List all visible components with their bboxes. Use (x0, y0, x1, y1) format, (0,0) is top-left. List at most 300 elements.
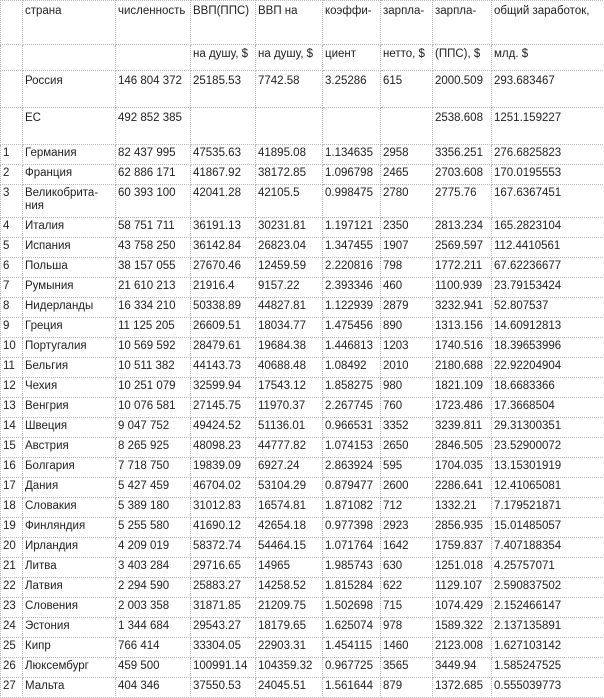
coefficient-cell[interactable]: 1.815284 (323, 578, 381, 598)
table-row (1, 578, 604, 598)
country-cell[interactable]: Латвия (23, 578, 116, 598)
gdp-ppp-cell[interactable]: 41690.12 (191, 518, 256, 538)
coefficient-cell[interactable]: 2.393346 (323, 278, 381, 298)
coefficient-cell[interactable]: 1.197121 (323, 218, 381, 238)
row-number[interactable]: 18 (1, 498, 23, 518)
table-row (1, 618, 604, 638)
ppp-salary-cell[interactable]: 1821.109 (433, 378, 492, 398)
gdp-ppp-cell[interactable]: 29543.27 (191, 618, 256, 638)
country-cell[interactable]: Польша (23, 258, 116, 278)
population-cell[interactable]: 766 414 (116, 638, 191, 658)
gdp-ppp-cell[interactable]: 31012.83 (191, 498, 256, 518)
gdp-cell[interactable]: 104359.32 (256, 658, 323, 678)
gdp-ppp-cell[interactable]: 27145.75 (191, 398, 256, 418)
ppp-salary-cell[interactable]: 1740.516 (433, 338, 492, 358)
population-cell[interactable]: 5 427 459 (116, 478, 191, 498)
coefficient-cell[interactable]: 0.879477 (323, 478, 381, 498)
ppp-salary-cell[interactable]: 1313.156 (433, 318, 492, 338)
country-cell[interactable]: Эстония (23, 618, 116, 638)
population-cell[interactable]: 9 047 752 (116, 418, 191, 438)
gdp-ppp-cell[interactable]: 48098.23 (191, 438, 256, 458)
row-number[interactable] (1, 108, 23, 145)
coefficient-cell[interactable]: 1.122939 (323, 298, 381, 318)
population-cell[interactable]: 3 403 284 (116, 558, 191, 578)
population-cell[interactable]: 16 334 210 (116, 298, 191, 318)
ppp-salary-cell[interactable]: 1759.837 (433, 538, 492, 558)
net-salary-cell[interactable]: 595 (381, 458, 433, 478)
gdp-cell[interactable]: 22903.31 (256, 638, 323, 658)
table-row (1, 238, 604, 258)
row-number[interactable]: 2 (1, 165, 23, 185)
country-cell[interactable]: Португалия (23, 338, 116, 358)
coefficient-cell[interactable] (323, 108, 381, 145)
net-salary-cell[interactable]: 1907 (381, 238, 433, 258)
gdp-cell[interactable]: 6927.24 (256, 458, 323, 478)
table-row (1, 678, 604, 698)
table-row (1, 498, 604, 518)
row-number[interactable]: 20 (1, 538, 23, 558)
total-earnings-cell[interactable]: 4.25757071 (492, 558, 604, 578)
gdp-cell[interactable]: 54464.15 (256, 538, 323, 558)
country-cell[interactable]: Дания (23, 478, 116, 498)
total-earnings-cell[interactable]: 7.179521871 (492, 498, 604, 518)
table-row (1, 518, 604, 538)
country-cell[interactable]: Швеция (23, 418, 116, 438)
net-salary-cell[interactable]: 978 (381, 618, 433, 638)
gdp-cell[interactable]: 21209.75 (256, 598, 323, 618)
row-number[interactable]: 13 (1, 398, 23, 418)
total-earnings-cell[interactable]: 14.60912813 (492, 318, 604, 338)
total-earnings-cell[interactable]: 18.6683366 (492, 378, 604, 398)
header-cell[interactable]: ВВП на (256, 1, 323, 45)
total-earnings-cell[interactable]: 0.555039773 (492, 678, 604, 698)
row-number[interactable]: 27 (1, 678, 23, 698)
ppp-salary-cell[interactable]: 2569.597 (433, 238, 492, 258)
header-cell[interactable]: зарпла- (433, 1, 492, 45)
net-salary-cell[interactable]: 615 (381, 71, 433, 108)
net-salary-cell[interactable]: 2650 (381, 438, 433, 458)
header-cell[interactable]: нетто, $ (381, 45, 433, 71)
coefficient-cell[interactable]: 0.998475 (323, 185, 381, 218)
total-earnings-cell[interactable]: 2.152466147 (492, 598, 604, 618)
country-cell[interactable]: Румыния (23, 278, 116, 298)
table-row (1, 298, 604, 318)
total-earnings-cell[interactable]: 2.590837502 (492, 578, 604, 598)
row-number[interactable]: 21 (1, 558, 23, 578)
table-row (1, 538, 604, 558)
gdp-ppp-cell[interactable]: 36191.13 (191, 218, 256, 238)
population-cell[interactable]: 404 346 (116, 678, 191, 698)
ppp-salary-cell[interactable]: 2856.935 (433, 518, 492, 538)
country-cell[interactable]: Кипр (23, 638, 116, 658)
total-earnings-cell[interactable]: 7.407188354 (492, 538, 604, 558)
gdp-cell[interactable]: 44827.81 (256, 298, 323, 318)
header-cell[interactable]: млд. $ (492, 45, 604, 71)
net-salary-cell[interactable]: 2879 (381, 298, 433, 318)
gdp-ppp-cell[interactable]: 47535.63 (191, 145, 256, 165)
coefficient-cell[interactable]: 1.071764 (323, 538, 381, 558)
coefficient-cell[interactable]: 0.966531 (323, 418, 381, 438)
country-cell[interactable]: Великобрита-ния (23, 185, 116, 218)
header-cell[interactable]: (ППС), $ (433, 45, 492, 71)
total-earnings-cell[interactable]: 1.627103142 (492, 638, 604, 658)
total-earnings-cell[interactable]: 167.6367451 (492, 185, 604, 218)
net-salary-cell[interactable]: 2780 (381, 185, 433, 218)
coefficient-cell[interactable]: 1.985743 (323, 558, 381, 578)
total-earnings-cell[interactable]: 2.137135891 (492, 618, 604, 638)
total-earnings-cell[interactable]: 12.41065081 (492, 478, 604, 498)
population-cell[interactable]: 82 437 995 (116, 145, 191, 165)
row-number[interactable]: 6 (1, 258, 23, 278)
row-number[interactable]: 17 (1, 478, 23, 498)
population-cell[interactable]: 11 125 205 (116, 318, 191, 338)
coefficient-cell[interactable]: 3.25286 (323, 71, 381, 108)
country-cell[interactable]: Чехия (23, 378, 116, 398)
coefficient-cell[interactable]: 0.977398 (323, 518, 381, 538)
ppp-salary-cell[interactable]: 1704.035 (433, 458, 492, 478)
net-salary-cell[interactable]: 879 (381, 678, 433, 698)
ppp-salary-cell[interactable]: 2846.505 (433, 438, 492, 458)
population-cell[interactable]: 2 294 590 (116, 578, 191, 598)
coefficient-cell[interactable]: 2.220816 (323, 258, 381, 278)
country-cell[interactable]: Словения (23, 598, 116, 618)
ppp-salary-cell[interactable]: 2538.608 (433, 108, 492, 145)
total-earnings-cell[interactable]: 22.92204904 (492, 358, 604, 378)
population-cell[interactable]: 10 511 382 (116, 358, 191, 378)
gdp-ppp-cell[interactable]: 31871.85 (191, 598, 256, 618)
net-salary-cell[interactable]: 3565 (381, 658, 433, 678)
gdp-cell[interactable]: 16574.81 (256, 498, 323, 518)
ppp-salary-cell[interactable]: 2180.688 (433, 358, 492, 378)
row-number[interactable] (1, 71, 23, 108)
row-number[interactable]: 8 (1, 298, 23, 318)
header-cell[interactable] (23, 45, 116, 71)
gdp-cell[interactable]: 17543.12 (256, 378, 323, 398)
row-number[interactable]: 25 (1, 638, 23, 658)
total-earnings-cell[interactable]: 276.6825823 (492, 145, 604, 165)
gdp-cell[interactable]: 18034.77 (256, 318, 323, 338)
row-number[interactable]: 14 (1, 418, 23, 438)
ppp-salary-cell[interactable]: 2123.008 (433, 638, 492, 658)
population-cell[interactable]: 43 758 250 (116, 238, 191, 258)
country-cell[interactable]: Люксембург (23, 658, 116, 678)
net-salary-cell[interactable]: 2350 (381, 218, 433, 238)
coefficient-cell[interactable]: 1.625074 (323, 618, 381, 638)
country-cell[interactable]: Италия (23, 218, 116, 238)
gdp-ppp-cell[interactable]: 26609.51 (191, 318, 256, 338)
ppp-salary-cell[interactable]: 1100.939 (433, 278, 492, 298)
gdp-cell[interactable]: 18179.65 (256, 618, 323, 638)
ppp-salary-cell[interactable]: 3356.251 (433, 145, 492, 165)
gdp-ppp-cell[interactable]: 42041.28 (191, 185, 256, 218)
country-cell[interactable]: Болгария (23, 458, 116, 478)
gdp-ppp-cell[interactable]: 49424.52 (191, 418, 256, 438)
ppp-salary-cell[interactable]: 1589.322 (433, 618, 492, 638)
country-cell[interactable]: Мальта (23, 678, 116, 698)
header-cell[interactable]: на душу, $ (191, 45, 256, 71)
gdp-ppp-cell[interactable]: 100991.14 (191, 658, 256, 678)
ppp-salary-cell[interactable]: 1129.107 (433, 578, 492, 598)
total-earnings-cell[interactable]: 112.4410561 (492, 238, 604, 258)
country-cell[interactable]: Россия (23, 71, 116, 108)
table-row (1, 218, 604, 238)
net-salary-cell[interactable]: 2958 (381, 145, 433, 165)
header-cell[interactable] (1, 45, 23, 71)
gdp-ppp-cell[interactable]: 36142.84 (191, 238, 256, 258)
gdp-cell[interactable]: 30231.81 (256, 218, 323, 238)
gdp-cell[interactable]: 42654.18 (256, 518, 323, 538)
net-salary-cell[interactable]: 980 (381, 378, 433, 398)
summary-row (1, 71, 604, 108)
total-earnings-cell[interactable]: 15.01485057 (492, 518, 604, 538)
net-salary-cell[interactable]: 3352 (381, 418, 433, 438)
country-cell[interactable]: Испания (23, 238, 116, 258)
population-cell[interactable]: 1 344 684 (116, 618, 191, 638)
row-number[interactable]: 26 (1, 658, 23, 678)
ppp-salary-cell[interactable]: 2775.76 (433, 185, 492, 218)
total-earnings-cell[interactable]: 170.0195553 (492, 165, 604, 185)
gdp-cell[interactable]: 42105.5 (256, 185, 323, 218)
gdp-ppp-cell[interactable]: 32599.94 (191, 378, 256, 398)
coefficient-cell[interactable]: 1.347455 (323, 238, 381, 258)
header-cell[interactable] (1, 1, 23, 45)
coefficient-cell[interactable]: 2.267745 (323, 398, 381, 418)
row-number[interactable]: 23 (1, 598, 23, 618)
population-cell[interactable]: 62 886 171 (116, 165, 191, 185)
country-cell[interactable]: Литва (23, 558, 116, 578)
coefficient-cell[interactable]: 1.446813 (323, 338, 381, 358)
population-cell[interactable]: 8 265 925 (116, 438, 191, 458)
row-number[interactable]: 11 (1, 358, 23, 378)
header-cell[interactable]: численность (116, 1, 191, 45)
net-salary-cell[interactable]: 760 (381, 398, 433, 418)
country-cell[interactable]: Ирландия (23, 538, 116, 558)
row-number[interactable]: 9 (1, 318, 23, 338)
gdp-cell[interactable]: 11970.37 (256, 398, 323, 418)
total-earnings-cell[interactable]: 67.62236677 (492, 258, 604, 278)
header-cell[interactable] (116, 45, 191, 71)
net-salary-cell[interactable]: 2010 (381, 358, 433, 378)
country-cell[interactable]: Германия (23, 145, 116, 165)
header-cell[interactable]: циент (323, 45, 381, 71)
header-cell[interactable]: страна (23, 1, 116, 45)
country-cell[interactable]: Нидерланды (23, 298, 116, 318)
population-cell[interactable]: 60 393 100 (116, 185, 191, 218)
gdp-ppp-cell[interactable]: 25185.53 (191, 71, 256, 108)
population-cell[interactable]: 10 569 592 (116, 338, 191, 358)
gdp-ppp-cell[interactable]: 28479.61 (191, 338, 256, 358)
ppp-salary-cell[interactable]: 2813.234 (433, 218, 492, 238)
total-earnings-cell[interactable]: 23.52900072 (492, 438, 604, 458)
ppp-salary-cell[interactable]: 1332.21 (433, 498, 492, 518)
gdp-cell[interactable]: 24045.51 (256, 678, 323, 698)
country-cell[interactable]: Словакия (23, 498, 116, 518)
row-number[interactable]: 12 (1, 378, 23, 398)
table-row (1, 478, 604, 498)
gdp-cell[interactable]: 44777.82 (256, 438, 323, 458)
coefficient-cell[interactable]: 1.134635 (323, 145, 381, 165)
row-number[interactable]: 19 (1, 518, 23, 538)
gdp-ppp-cell[interactable]: 50338.89 (191, 298, 256, 318)
table-row (1, 638, 604, 658)
gdp-cell[interactable]: 7742.58 (256, 71, 323, 108)
population-cell[interactable]: 58 751 711 (116, 218, 191, 238)
table-row (1, 378, 604, 398)
table-row (1, 598, 604, 618)
gdp-cell[interactable]: 9157.22 (256, 278, 323, 298)
ppp-salary-cell[interactable]: 1372.685 (433, 678, 492, 698)
population-cell[interactable]: 5 389 180 (116, 498, 191, 518)
row-number[interactable]: 16 (1, 458, 23, 478)
row-number[interactable]: 1 (1, 145, 23, 165)
coefficient-cell[interactable]: 1.871082 (323, 498, 381, 518)
coefficient-cell[interactable]: 1.858275 (323, 378, 381, 398)
table-row (1, 278, 604, 298)
row-number[interactable]: 22 (1, 578, 23, 598)
coefficient-cell[interactable]: 1.08492 (323, 358, 381, 378)
gdp-ppp-cell[interactable]: 46704.02 (191, 478, 256, 498)
coefficient-cell[interactable]: 1.561644 (323, 678, 381, 698)
row-number[interactable]: 10 (1, 338, 23, 358)
gdp-ppp-cell[interactable]: 33304.05 (191, 638, 256, 658)
ppp-salary-cell[interactable]: 1251.018 (433, 558, 492, 578)
ppp-salary-cell[interactable]: 3232.941 (433, 298, 492, 318)
country-cell[interactable]: Бельгия (23, 358, 116, 378)
ppp-salary-cell[interactable]: 2286.641 (433, 478, 492, 498)
gdp-cell[interactable] (256, 108, 323, 145)
table-row (1, 438, 604, 458)
ppp-salary-cell[interactable]: 1723.486 (433, 398, 492, 418)
total-earnings-cell[interactable]: 17.3668504 (492, 398, 604, 418)
net-salary-cell[interactable]: 1203 (381, 338, 433, 358)
coefficient-cell[interactable]: 1.074153 (323, 438, 381, 458)
gdp-ppp-cell[interactable]: 25883.27 (191, 578, 256, 598)
population-cell[interactable]: 21 610 213 (116, 278, 191, 298)
gdp-ppp-cell[interactable] (191, 108, 256, 145)
population-cell[interactable]: 38 157 055 (116, 258, 191, 278)
total-earnings-cell[interactable]: 29.31300351 (492, 418, 604, 438)
net-salary-cell[interactable]: 712 (381, 498, 433, 518)
gdp-cell[interactable]: 12459.59 (256, 258, 323, 278)
header-cell[interactable]: общий заработок, (492, 1, 604, 45)
row-number[interactable]: 24 (1, 618, 23, 638)
total-earnings-cell[interactable]: 1.585247525 (492, 658, 604, 678)
country-cell[interactable]: Греция (23, 318, 116, 338)
net-salary-cell[interactable]: 630 (381, 558, 433, 578)
ppp-salary-cell[interactable]: 3239.811 (433, 418, 492, 438)
gdp-ppp-cell[interactable]: 29716.65 (191, 558, 256, 578)
population-cell[interactable]: 459 500 (116, 658, 191, 678)
coefficient-cell[interactable]: 1.475456 (323, 318, 381, 338)
net-salary-cell[interactable]: 2465 (381, 165, 433, 185)
net-salary-cell[interactable]: 622 (381, 578, 433, 598)
gdp-ppp-cell[interactable]: 21916.4 (191, 278, 256, 298)
population-cell[interactable]: 2 003 358 (116, 598, 191, 618)
row-number[interactable]: 15 (1, 438, 23, 458)
net-salary-cell[interactable]: 1460 (381, 638, 433, 658)
ppp-salary-cell[interactable]: 2000.509 (433, 71, 492, 108)
total-earnings-cell[interactable]: 293.683467 (492, 71, 604, 108)
country-cell[interactable]: Франция (23, 165, 116, 185)
gdp-ppp-cell[interactable]: 58372.74 (191, 538, 256, 558)
country-cell[interactable]: Австрия (23, 438, 116, 458)
net-salary-cell[interactable]: 890 (381, 318, 433, 338)
table-body (1, 1, 604, 698)
gdp-cell[interactable]: 53104.29 (256, 478, 323, 498)
gdp-cell[interactable]: 19684.38 (256, 338, 323, 358)
population-cell[interactable]: 492 852 385 (116, 108, 191, 145)
net-salary-cell[interactable]: 1642 (381, 538, 433, 558)
gdp-ppp-cell[interactable]: 37550.53 (191, 678, 256, 698)
country-cell[interactable]: Венгрия (23, 398, 116, 418)
gdp-cell[interactable]: 14258.52 (256, 578, 323, 598)
population-cell[interactable]: 4 209 019 (116, 538, 191, 558)
header-cell[interactable]: коэффи- (323, 1, 381, 45)
row-number[interactable]: 5 (1, 238, 23, 258)
country-cell[interactable]: Финляндия (23, 518, 116, 538)
table-row (1, 145, 604, 165)
ppp-salary-cell[interactable]: 2703.608 (433, 165, 492, 185)
gdp-cell[interactable]: 41895.08 (256, 145, 323, 165)
population-cell[interactable]: 10 251 079 (116, 378, 191, 398)
header-cell[interactable]: на душу, $ (256, 45, 323, 71)
population-cell[interactable]: 5 255 580 (116, 518, 191, 538)
net-salary-cell[interactable]: 460 (381, 278, 433, 298)
header-cell[interactable]: зарпла- (381, 1, 433, 45)
row-number[interactable]: 4 (1, 218, 23, 238)
row-number[interactable]: 7 (1, 278, 23, 298)
country-cell[interactable]: ЕС (23, 108, 116, 145)
table-row (1, 398, 604, 418)
gdp-ppp-cell[interactable]: 44143.73 (191, 358, 256, 378)
gdp-cell[interactable]: 14965 (256, 558, 323, 578)
total-earnings-cell[interactable]: 1251.159227 (492, 108, 604, 145)
population-cell[interactable]: 146 804 372 (116, 71, 191, 108)
total-earnings-cell[interactable]: 18.39653996 (492, 338, 604, 358)
net-salary-cell[interactable]: 2600 (381, 478, 433, 498)
table-row (1, 558, 604, 578)
population-cell[interactable]: 7 718 750 (116, 458, 191, 478)
gdp-ppp-cell[interactable]: 27670.46 (191, 258, 256, 278)
header-cell[interactable]: ВВП(ППС) (191, 1, 256, 45)
net-salary-cell[interactable]: 2923 (381, 518, 433, 538)
total-earnings-cell[interactable]: 23.79153424 (492, 278, 604, 298)
coefficient-cell[interactable]: 1.502698 (323, 598, 381, 618)
coefficient-cell[interactable]: 0.967725 (323, 658, 381, 678)
coefficient-cell[interactable]: 1.096798 (323, 165, 381, 185)
ppp-salary-cell[interactable]: 1772.211 (433, 258, 492, 278)
net-salary-cell[interactable]: 715 (381, 598, 433, 618)
total-earnings-cell[interactable]: 52.807537 (492, 298, 604, 318)
total-earnings-cell[interactable]: 165.2823104 (492, 218, 604, 238)
row-number[interactable]: 3 (1, 185, 23, 218)
net-salary-cell[interactable]: 798 (381, 258, 433, 278)
coefficient-cell[interactable]: 2.863924 (323, 458, 381, 478)
gdp-cell[interactable]: 38172.85 (256, 165, 323, 185)
coefficient-cell[interactable]: 1.454115 (323, 638, 381, 658)
ppp-salary-cell[interactable]: 1074.429 (433, 598, 492, 618)
net-salary-cell[interactable] (381, 108, 433, 145)
total-earnings-cell[interactable]: 13.15301919 (492, 458, 604, 478)
gdp-ppp-cell[interactable]: 19839.09 (191, 458, 256, 478)
gdp-ppp-cell[interactable]: 41867.92 (191, 165, 256, 185)
gdp-cell[interactable]: 26823.04 (256, 238, 323, 258)
gdp-cell[interactable]: 51136.01 (256, 418, 323, 438)
header-row-1 (1, 1, 604, 45)
gdp-cell[interactable]: 40688.48 (256, 358, 323, 378)
population-cell[interactable]: 10 076 581 (116, 398, 191, 418)
ppp-salary-cell[interactable]: 3449.94 (433, 658, 492, 678)
